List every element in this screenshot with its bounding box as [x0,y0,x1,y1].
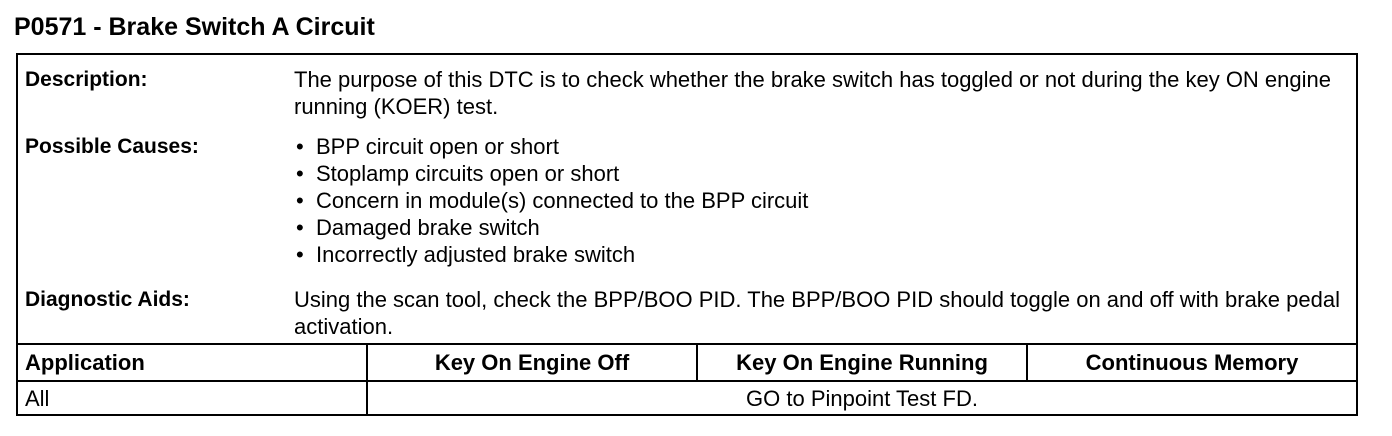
list-item: • Stoplamp circuits open or short [294,160,1344,187]
list-item: • BPP circuit open or short [294,133,1344,160]
diagnostic-aids-text: Using the scan tool, check the BPP/BOO PID. The BPP/BOO PID should toggle on and off with brake pedal activation. [294,287,1340,339]
description-text: The purpose of this DTC is to check whether the brake switch has toggled or not during the key ON engine running (KOER) test. [294,67,1331,119]
header-continuous-memory: Continuous Memory [1085,350,1299,375]
application-table [18,343,1356,416]
dtc-info-box [16,53,1358,416]
pinpoint-test-action: GO to Pinpoint Test FD. [746,386,978,411]
header-key-on-engine-running: Key On Engine Running [698,345,1028,380]
diagnostic-aids-label: Diagnostic Aids: [25,288,190,311]
header-key-on-engine-off: Key On Engine Off [368,345,698,380]
dtc-details [18,55,1356,343]
page-title: P0571 - Brake Switch A Circuit [14,13,375,41]
table-header-row [18,345,1356,382]
table-row [18,382,1356,416]
possible-causes-list [294,133,1344,268]
list-item: • Incorrectly adjusted brake switch [294,241,1344,268]
list-item: • Concern in module(s) connected to the BPP circuit [294,187,1344,214]
description-label: Description: [25,68,148,91]
list-item: • Damaged brake switch [294,214,1344,241]
application-cell: All [18,382,368,416]
header-application: Application [18,345,368,380]
possible-causes-label: Possible Causes: [25,135,199,158]
